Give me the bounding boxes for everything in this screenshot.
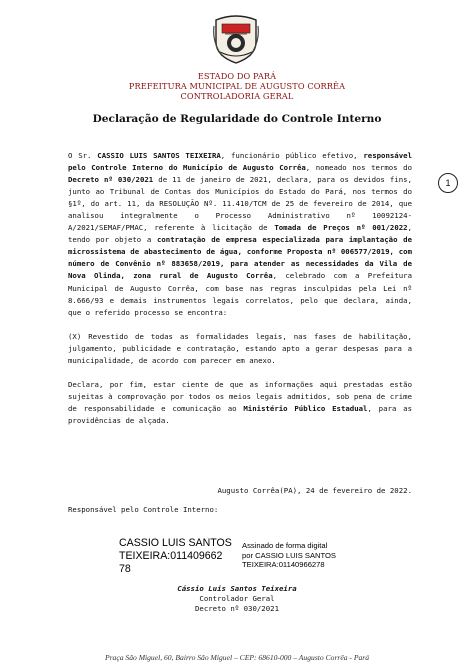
text-run: , funcionário público efetivo,: [220, 151, 364, 160]
text-run: , celebrado com a Prefeitura Municipal de Augusto Corrêa, com base nas regras insculpidas pela Lei nº 8.666/93 e demais instrumentos legais correlatos, pelo que declara, ainda, que o referido processo se encontra:: [68, 271, 413, 317]
municipal-crest-logo: [212, 12, 260, 64]
certificate-line: por CASSIO LUIS SANTOS: [242, 550, 336, 560]
header-state: ESTADO DO PARÁ: [197, 71, 277, 81]
signatory-name: Cássio Luis Santos Teixeira: [177, 584, 297, 593]
text-run: , nomeado nos termos do: [305, 163, 412, 173]
signatory-block: [0, 584, 474, 615]
bold-text-run: CASSIO LUIS SANTOS TEIXEIRA: [97, 151, 221, 160]
paragraph-closing: [68, 379, 412, 427]
signature-name-line: CASSIO LUIS SANTOS: [119, 537, 232, 549]
bold-text-run: Ministério Público Estadual: [243, 403, 368, 413]
paragraph-status: (X) Revestido de todas as formalidades legais, nas fases de habilitação, julgamento, publicidade e contratação, estando apto a gerar despesas para a municipalidade, de acordo com parecer em anexo.: [68, 331, 412, 365]
certificate-line: TEIXEIRA:01140966278: [242, 560, 325, 570]
bold-text-run: responsável pelo Controle Interno do Município de Augusto Corrêa: [68, 151, 412, 173]
header-controladoria: CONTROLADORIA GERAL: [180, 91, 294, 101]
responsible-label: Responsável pelo Controle Interno:: [68, 505, 219, 514]
text-run: , tendo por objeto a: [68, 223, 412, 245]
signature-name-line: 78: [119, 563, 131, 575]
declaration-body: [68, 150, 412, 427]
text-run: de 11 de janeiro de 2021, declara, para os devidos fins, junto ao Tribunal de Contas dos Municípios do Estado do Pará, nos termos do §1º, do art. 11, da RESOLUÇÃO Nº. 11.410/TCM de 25 de fevereiro de 2014, que analisou integralmente o Processo Administrativo nº 10092124-A/2021/SEMAF/PMAC, referente à licitação de: [68, 175, 412, 233]
text-run: Declara, por fim, estar ciente de que as informações aqui prestadas estão sujeitas à comprovação por todos os meios legais admitidos, sob pena de crime de responsabilidade e comunicação ao: [68, 379, 412, 413]
digital-signature-certificate: [242, 541, 342, 570]
document-title: Declaração de Regularidade do Controle Interno: [92, 113, 382, 125]
bold-text-run: Decreto nº 030/2021: [68, 175, 154, 185]
bold-text-run: Tomada de Preços nº 001/2022: [274, 223, 408, 233]
text-run: O Sr.: [68, 151, 98, 160]
signatory-role: Controlador Geral: [199, 594, 275, 604]
signatory-decree: Decreto nº 030/2021: [194, 604, 279, 614]
signature-name-line: TEIXEIRA:011409662: [119, 550, 223, 562]
page-footer-address: Praça São Miguel, 60, Bairro São Miguel – CEP: 68610-000 – Augusto Corrêa - Pará: [104, 653, 370, 662]
page-number-badge: 1: [438, 173, 458, 193]
paragraph-declaration: [68, 150, 412, 319]
header-prefeitura: PREFEITURA MUNICIPAL DE AUGUSTO CORRÊA: [128, 81, 346, 91]
certificate-line: Assinado de forma digital: [242, 541, 328, 550]
date-line: Augusto Corrêa(PA), 24 de fevereiro de 2022.: [217, 486, 412, 495]
bold-text-run: contratação de empresa especializada para implantação de microssistema de abastecimento de água, conforme Proposta nº 006577/2019, com número de Convênio nº 883658/2019, para atender as necessidades da Vila de Nova Olinda, zona rural de Augusto Corrêa: [68, 235, 412, 281]
text-run: , para as providências de alçada.: [68, 403, 412, 425]
digital-signature-name: [119, 537, 239, 576]
